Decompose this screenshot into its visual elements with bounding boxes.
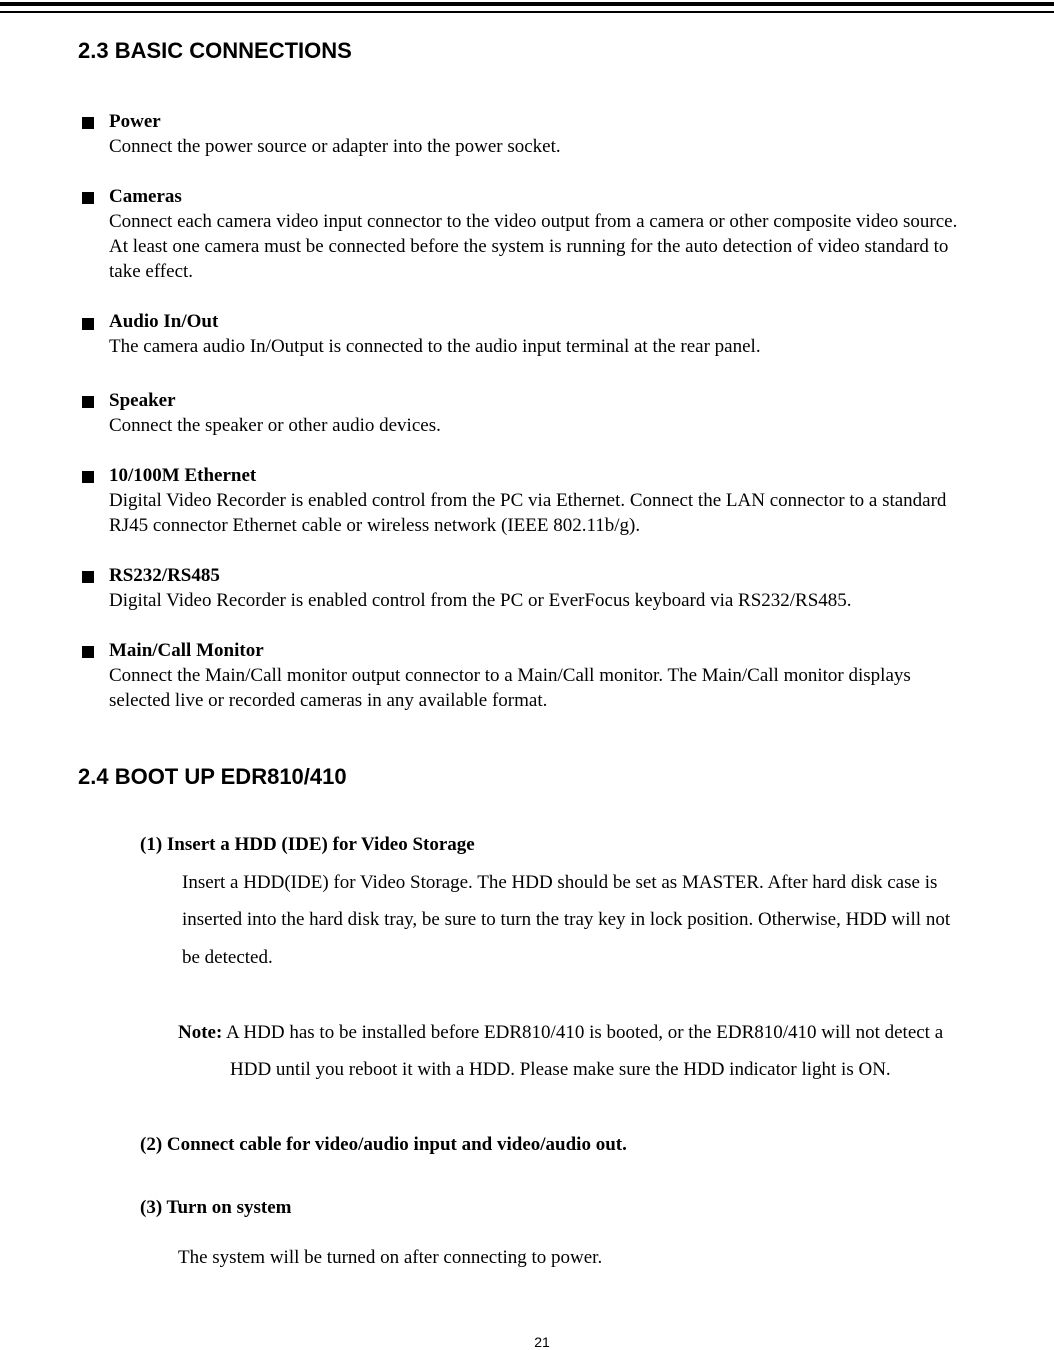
item-text: At least one camera must be connected before the system is running for the auto detection of video standard to	[109, 236, 949, 257]
item-text: Digital Video Recorder is enabled control from the PC via Ethernet. Connect the LAN connector to a standard	[109, 490, 947, 511]
step-title-insert-hdd: (1) Insert a HDD (IDE) for Video Storage	[140, 834, 475, 855]
step-title-turn-on: (3) Turn on system	[140, 1197, 292, 1218]
note-label: Note:	[178, 1022, 223, 1043]
item-title-monitor: Main/Call Monitor	[109, 640, 264, 661]
item-text: Connect the speaker or other audio devices.	[109, 415, 441, 436]
page-number: 21	[534, 1334, 550, 1350]
item-title-audio: Audio In/Out	[109, 311, 219, 332]
top-rule-thick	[0, 2, 1054, 6]
section-heading-boot-up: 2.4 BOOT UP EDR810/410	[78, 764, 347, 789]
item-text: The camera audio In/Output is connected to the audio input terminal at the rear panel.	[109, 336, 761, 357]
item-text: Digital Video Recorder is enabled control from the PC or EverFocus keyboard via RS232/RS485.	[109, 590, 852, 611]
item-text: take effect.	[109, 261, 194, 282]
step-text: Insert a HDD(IDE) for Video Storage. The HDD should be set as MASTER. After hard disk case is	[182, 872, 938, 893]
item-title-speaker: Speaker	[109, 390, 176, 411]
top-rule-thin	[0, 11, 1054, 13]
item-text: Connect the Main/Call monitor output connector to a Main/Call monitor. The Main/Call monitor displays	[109, 665, 911, 686]
note-text: A HDD has to be installed before EDR810/410 is booted, or the EDR810/410 will not detect a	[222, 1022, 944, 1043]
item-text: Connect the power source or adapter into the power socket.	[109, 136, 561, 157]
item-text: selected live or recorded cameras in any available format.	[109, 690, 548, 711]
bullet-square-icon	[82, 192, 94, 204]
step-text: The system will be turned on after connecting to power.	[178, 1247, 603, 1268]
item-title-power: Power	[109, 111, 161, 132]
step-text: be detected.	[182, 947, 273, 968]
item-text: Connect each camera video input connector to the video output from a camera or other composite video source.	[109, 211, 958, 232]
item-title-rs232: RS232/RS485	[109, 565, 220, 586]
item-title-ethernet: 10/100M Ethernet	[109, 465, 257, 486]
bullet-square-icon	[82, 117, 94, 129]
note-text: HDD until you reboot it with a HDD. Please make sure the HDD indicator light is ON.	[230, 1059, 891, 1080]
bullet-square-icon	[82, 396, 94, 408]
item-title-cameras: Cameras	[109, 186, 182, 207]
note-line	[178, 1021, 943, 1045]
section-heading-basic-connections: 2.3 BASIC CONNECTIONS	[78, 38, 352, 63]
bullet-square-icon	[82, 318, 94, 330]
bullet-square-icon	[82, 646, 94, 658]
step-title-connect-cable: (2) Connect cable for video/audio input and video/audio out.	[140, 1134, 627, 1155]
bullet-square-icon	[82, 571, 94, 583]
item-text: RJ45 connector Ethernet cable or wireless network (IEEE 802.11b/g).	[109, 515, 641, 536]
bullet-square-icon	[82, 471, 94, 483]
step-text: inserted into the hard disk tray, be sure to turn the tray key in lock position. Otherwise, HDD will not	[182, 909, 951, 930]
